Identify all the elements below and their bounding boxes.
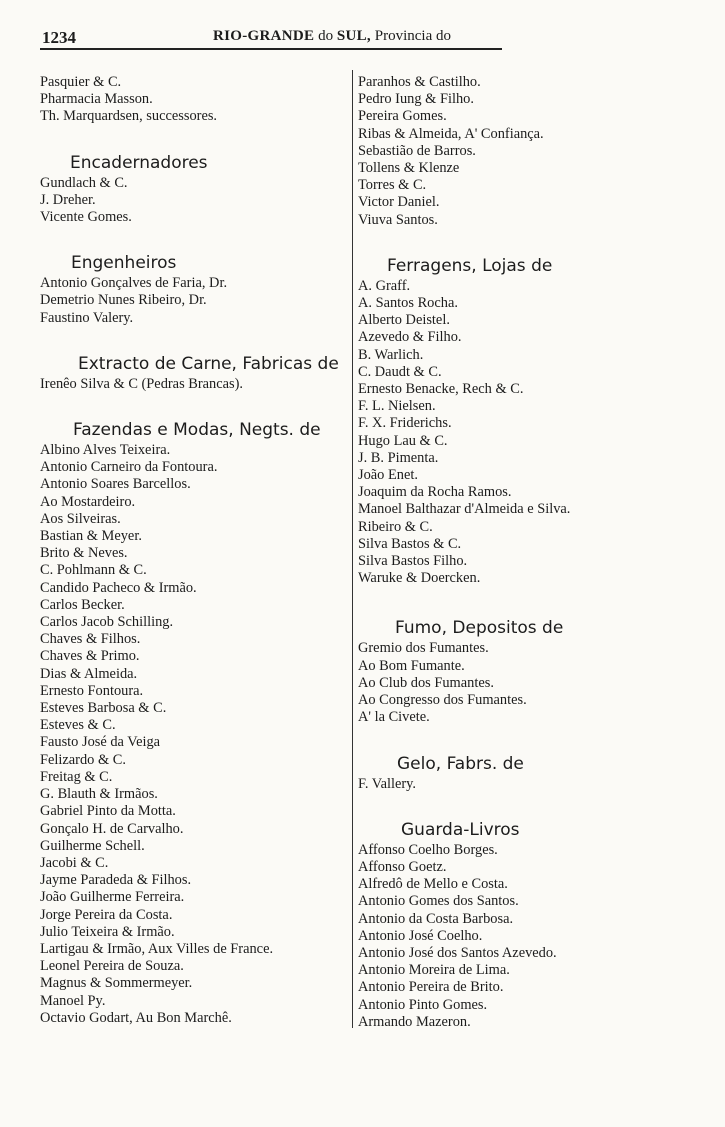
list-item: Antonio Moreira de Lima.: [358, 962, 510, 979]
page-title: [213, 28, 451, 45]
section-ferragens: [353, 255, 673, 588]
list-item: Freitag & C.: [40, 768, 113, 785]
list-item: Gonçalo H. de Carvalho.: [40, 820, 184, 837]
section-heading: Gelo, Fabrs. de: [397, 753, 524, 774]
list-item: Octavio Godart, Au Bon Marchê.: [40, 1009, 232, 1026]
page-number: 1234: [42, 28, 76, 47]
list-item: Jayme Paradeda & Filhos.: [40, 872, 192, 889]
list-item: Julio Teixeira & Irmão.: [40, 923, 175, 940]
section-heading: Guarda-Livros: [401, 819, 520, 840]
list-item: Carlos Jacob Schilling.: [40, 614, 174, 631]
list-item: A. Graff.: [358, 277, 411, 294]
list-item: Torres & C.: [358, 177, 427, 194]
list-item: Antonio José dos Santos Azevedo.: [358, 944, 557, 961]
list-item: Esteves Barbosa & C.: [40, 700, 167, 717]
list-item: Alberto Deistel.: [358, 312, 450, 329]
list-item: A' la Civete.: [358, 709, 430, 726]
list-item: Antonio Gonçalves de Faria, Dr.: [40, 275, 228, 292]
title-suffix: Provincia do: [370, 28, 451, 44]
list-item: Gundlach & C.: [40, 174, 128, 191]
list-item: Esteves & C.: [40, 717, 116, 734]
list-item: Candido Pacheco & Irmão.: [40, 579, 197, 596]
list-item: Felizardo & C.: [40, 751, 126, 768]
list-item: Silva Bastos Filho.: [358, 553, 468, 570]
list-item: Waruke & Doercken.: [358, 570, 481, 587]
list-item: Hugo Lau & C.: [358, 432, 448, 449]
list-item: Ao Congresso dos Fumantes.: [358, 692, 527, 709]
section-extracto-de-carne: [38, 353, 360, 393]
list-item: Leonel Pereira de Souza.: [40, 958, 184, 975]
list-item: João Guilherme Ferreira.: [40, 889, 185, 906]
section-heading: Extracto de Carne, Fabricas de: [78, 353, 339, 374]
list-item: Joaquim da Rocha Ramos.: [358, 484, 512, 501]
list-item: Aos Silveiras.: [40, 510, 121, 527]
list-item: João Enet.: [358, 467, 418, 484]
list-item: Antonio da Costa Barbosa.: [358, 910, 514, 927]
list-item: Azevedo & Filho.: [358, 329, 462, 346]
list-item: Antonio Carneiro da Fontoura.: [40, 459, 218, 476]
list-item: F. L. Nielsen.: [358, 398, 436, 415]
list-item: Tollens & Klenze: [358, 160, 460, 177]
list-item: Faustino Valery.: [40, 309, 134, 326]
section-fazendas-e-modas: [38, 419, 360, 1027]
list-item: F. X. Friderichs.: [358, 415, 452, 432]
section-engenheiros: [38, 252, 360, 327]
list-item: Bastian & Meyer.: [40, 528, 142, 545]
list-item: Demetrio Nunes Ribeiro, Dr.: [40, 292, 207, 309]
list-item: Magnus & Sommermeyer.: [40, 975, 193, 992]
list-item: Antonio Gomes dos Santos.: [358, 893, 519, 910]
list-item: Vicente Gomes.: [40, 209, 132, 226]
list-item: Manoel Balthazar d'Almeida e Silva.: [358, 501, 571, 518]
page-header: [40, 28, 502, 48]
section-guarda-livros: [353, 819, 673, 1031]
list-item: B. Warlich.: [358, 346, 424, 363]
list-item: Ernesto Fontoura.: [40, 682, 144, 699]
list-item: Viuva Santos.: [358, 211, 438, 228]
list-item: F. Vallery.: [358, 775, 417, 792]
title-state: SUL,: [336, 28, 371, 44]
list-item: Guilherme Schell.: [40, 837, 145, 854]
section-heading: Engenheiros: [71, 253, 177, 274]
list-item: Carlos Becker.: [40, 596, 125, 613]
list-item: Ribas & Almeida, A' Confiança.: [358, 125, 544, 142]
list-item: Antonio Pinto Gomes.: [358, 996, 488, 1013]
right-column: [353, 74, 673, 1031]
list-item: Ao Mostardeiro.: [40, 493, 136, 510]
list-item: G. Blauth & Irmãos.: [40, 786, 158, 803]
section-fumo: [353, 617, 673, 726]
list-item: Ernesto Benacke, Rech & C.: [358, 381, 524, 398]
list-item: Ao Bom Fumante.: [358, 657, 465, 674]
list-item: Brito & Neves.: [40, 545, 128, 562]
list-item: Pedro Iung & Filho.: [358, 91, 474, 108]
list-item: A. Santos Rocha.: [358, 295, 458, 312]
list-item: Dias & Almeida.: [40, 665, 138, 682]
list-item: Antonio José Coelho.: [358, 927, 483, 944]
list-item: Jacobi & C.: [40, 854, 109, 871]
list-item: Sebastião de Barros.: [358, 142, 476, 159]
list-item: Ao Club dos Fumantes.: [358, 674, 494, 691]
list-item: C. Daudt & C.: [358, 363, 442, 380]
header-rule: [40, 48, 502, 50]
title-connector: do: [314, 28, 337, 44]
list-item: Affonso Coelho Borges.: [358, 841, 498, 858]
list-item: Manoel Py.: [40, 992, 106, 1009]
list-item: Pereira Gomes.: [358, 108, 447, 125]
list-item: J. Dreher.: [40, 191, 96, 208]
list-item: Armando Mazeron.: [358, 1013, 471, 1030]
list-item: Victor Daniel.: [358, 194, 440, 211]
right-top-list: [353, 74, 673, 229]
list-item: Antonio Pereira de Brito.: [358, 979, 504, 996]
list-item: Gabriel Pinto da Motta.: [40, 803, 176, 820]
section-heading: Fazendas e Modas, Negts. de: [73, 420, 321, 441]
list-item: Th. Marquardsen, successores.: [40, 108, 218, 125]
list-item: Lartigau & Irmão, Aux Villes de France.: [40, 940, 274, 957]
list-item: Gremio dos Fumantes.: [358, 640, 489, 657]
list-item: Pasquier & C.: [40, 74, 122, 90]
list-item: Albino Alves Teixeira.: [40, 442, 171, 459]
list-item: C. Pohlmann & C.: [40, 562, 147, 579]
list-item: Jorge Pereira da Costa.: [40, 906, 173, 923]
list-item: Silva Bastos & C.: [358, 535, 462, 552]
section-heading: Encadernadores: [70, 152, 208, 173]
list-item: Fausto José da Veiga: [40, 734, 161, 751]
section-heading: Fumo, Depositos de: [395, 618, 564, 639]
list-item: Pharmacia Masson.: [40, 91, 153, 108]
left-top-list: [38, 74, 360, 126]
list-item: J. B. Pimenta.: [358, 449, 439, 466]
list-item: Affonso Goetz.: [358, 858, 447, 875]
section-gelo: [353, 753, 673, 793]
title-province: RIO-GRANDE: [213, 28, 315, 44]
list-item: Paranhos & Castilho.: [358, 74, 481, 90]
left-column: [38, 74, 360, 1027]
list-item: Chaves & Primo.: [40, 648, 140, 665]
list-item: Irenêo Silva & C (Pedras Brancas).: [40, 375, 244, 392]
section-heading: Ferragens, Lojas de: [387, 255, 553, 276]
list-item: Antonio Soares Barcellos.: [40, 476, 191, 493]
list-item: Alfredô de Mello e Costa.: [358, 876, 508, 893]
list-item: Ribeiro & C.: [358, 518, 433, 535]
list-item: Chaves & Filhos.: [40, 631, 141, 648]
section-encadernadores: [38, 152, 360, 227]
